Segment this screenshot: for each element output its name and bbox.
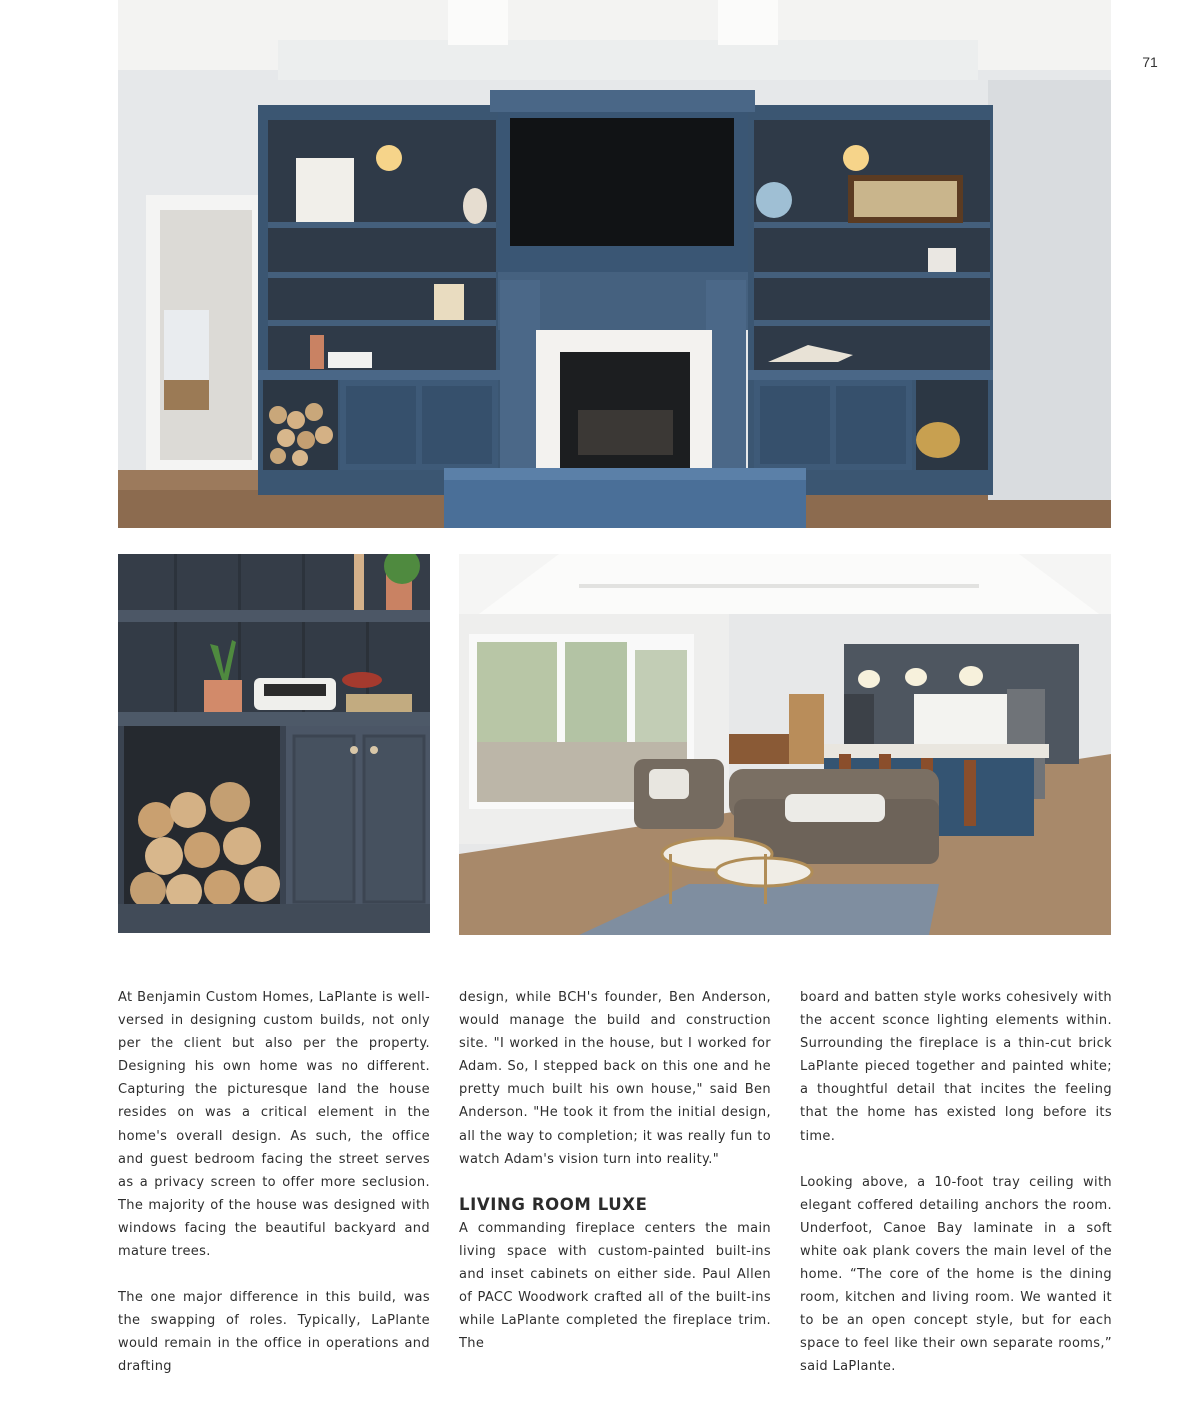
section-heading: LIVING ROOM LUXE: [459, 1194, 648, 1214]
living-room-fireplace-photo: [118, 0, 1111, 528]
paragraph: At Benjamin Custom Homes, LaPlante is well-versed in designing custom builds, not only per the client but also per the property. Designing his own home was no different. Capturing the picturesque land the house resides on was a critical element in the home's overall design. As such, the office and guest bedroom facing the street serves as a privacy screen to offer more seclusion. The majority of the house was designed with windows facing the beautiful backyard and mature trees.: [118, 990, 430, 1260]
paragraph: The one major difference in this build, was the swapping of roles. Typically, LaPlante would remain in the office in operations and drafting: [118, 1290, 430, 1375]
paragraph: board and batten style works cohesively with the accent sconce lighting elements within. Surrounding the fireplace is a thin-cut brick LaPlante pieced together and painted white; a thoughtful detail that incites the feeling that the home has existed long before its time.: [800, 990, 1112, 1144]
paragraph: Looking above, a 10-foot tray ceiling with elegant coffered detailing anchors the room. Underfoot, Canoe Bay laminate in a soft white oak plank covers the main level of the home. “The core of the home is the dining room, kitchen and living room. We wanted it to be an open concept style, but for each space to feel like their own separate rooms,” said LaPlante.: [800, 1174, 1112, 1375]
open-concept-living-photo: [459, 554, 1111, 935]
article-column-1: [118, 986, 430, 1379]
paragraph: design, while BCH's founder, Ben Anderson, would manage the build and construction site. "I worked in the house, but I worked for Adam. So, I stepped back on this one and he pretty much built his own house," said Ben Anderson. "He took it from the initial design, all the way to completion; it was really fun to watch Adam's vision turn into reality.": [459, 990, 771, 1167]
paragraph: A commanding fireplace centers the main living space with custom-painted built-ins and inset cabinets on either side. Paul Allen of PACC Woodwork crafted all of the built-ins while LaPlante completed the fireplace trim. The: [459, 1220, 771, 1352]
article-column-2: [459, 986, 771, 1355]
article-column-3: [800, 986, 1112, 1379]
page-number: 71: [1142, 54, 1158, 70]
bookshelf-detail-photo: [118, 554, 430, 933]
